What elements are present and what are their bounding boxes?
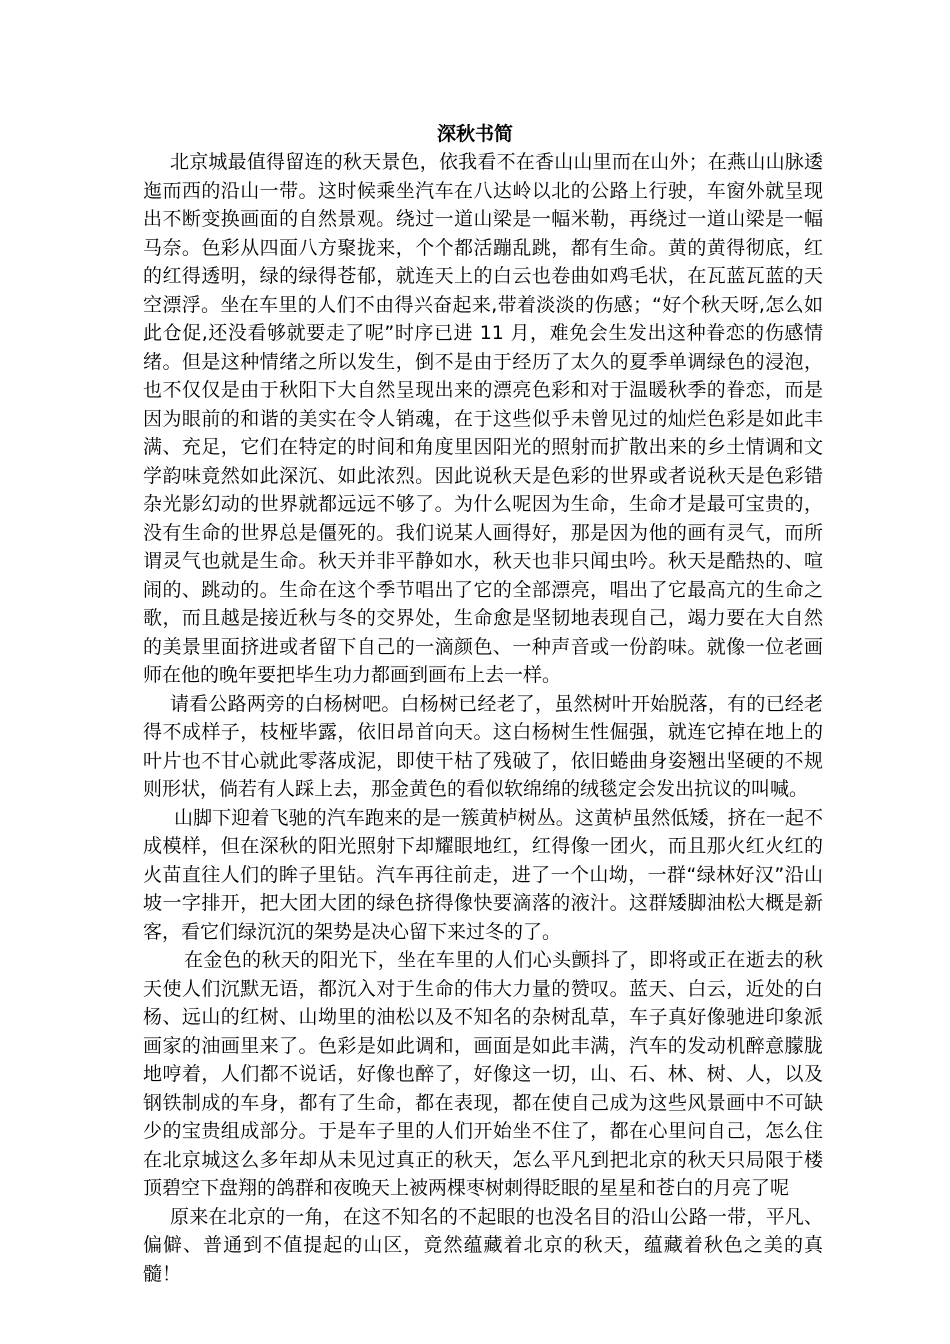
paragraph-5: 原来在北京的一角，在这不知名的不起眼的也没名目的沿山公路一带，平凡、偏僻、普通到不值提起的山区，竟然蕴藏着北京的秋天，蕴藏着秋色之美的真髓！ — [143, 1205, 823, 1285]
paragraph-2: 请看公路两旁的白杨树吧。白杨树已经老了，虽然树叶开始脱落，有的已经老得不成样子，枝桠毕露，依旧昂首向天。这白杨树生性倔强，就连它掉在地上的叶片也不甘心就此零落成泥，即使干枯了残破了，依旧蜷曲身姿翘出坚硬的不规则形状，倘若有人踩上去，那金黄色的看似软绵绵的绒毯定会发出抗议的叫喊。 — [143, 692, 823, 800]
paragraph-1: 北京城最值得留连的秋天景色，依我看不在香山山里而在山外；在燕山山脉逶迤而西的沿山一带。这时候乘坐汽车在八达岭以北的公路上行驶，车窗外就呈现出不断变换画面的自然景观。绕过一道山梁是一幅米勒，再绕过一道山梁是一幅马奈。色彩从四面八方聚拢来，个个都活蹦乱跳，都有生命。黄的黄得彻底，红的红得透明，绿的绿得苍郁，就连天上的白云也卷曲如鸡毛状，在瓦蓝瓦蓝的天空漂浮。坐在车里的人们不由得兴奋起来,带着淡淡的伤感；“好个秋天呀,怎么如此仓促,还没看够就要走了呢”时序已进 11 月，难免会生发出这种眷恋的伤感情绪。但是这种情绪之所以发生，倒不是由于经历了太久的夏季单调绿色的浸泡，也不仅仅是由于秋阳下大自然呈现出来的漂亮色彩和对于温暖秋季的眷恋，而是因为眼前的和谐的美实在令人销魂，在于这些似乎未曾见过的灿烂色彩是如此丰满、充足，它们在特定的时间和角度里因阳光的照射而扩散出来的乡土情调和文学韵味竟然如此深沉、如此浓烈。因此说秋天是色彩的世界或者说秋天是色彩错杂光影幻动的世界就都远远不够了。为什么呢因为生命，生命才是最可宝贵的，没有生命的世界总是僵死的。我们说某人画得好，那是因为他的画有灵气，而所谓灵气也就是生命。秋天并非平静如水，秋天也非只闻虫吟。秋天是酷热的、喧闹的、跳动的。生命在这个季节唱出了它的全部漂亮，唱出了它最高亢的生命之歌，而且越是接近秋与冬的交界处，生命愈是坚韧地表现自己，竭力要在大自然的美景里面挤进或者留下自己的一滴颜色、一种声音或一份韵味。就像一位老画师在他的晚年要把毕生功力都画到画布上去一样。 — [143, 151, 823, 686]
paragraph-4: 在金色的秋天的阳光下，坐在车里的人们心头颤抖了，即将或正在逝去的秋天使人们沉默无语，都沉入对于生命的伟大力量的赞叹。蓝天、白云，近处的白杨、远山的红树、山坳里的油松以及不知名的杂树乱草，车子真好像驰进印象派画家的油画里来了。色彩是如此调和，画面是如此丰满，汽车的发动机醉意朦胧地哼着，人们都不说话，好像也醉了，好像这一切，山、石、林、树、人，以及钢铁制成的车身，都有了生命，都在表现，都在使自己成为这些风景画中不可缺少的宝贵组成部分。于是车子里的人们开始坐不住了，都在心里问自己，怎么住在北京城这么多年却从未见过真正的秋天，怎么平凡到把北京的秋天只局限于楼顶碧空下盘翔的鸽群和夜晚天上被两棵枣树刺得眨眼的星星和苍白的月亮了呢 — [143, 949, 823, 1199]
paragraph-3: 山脚下迎着飞驰的汽车跑来的是一簇黄栌树丛。这黄栌虽然低矮，挤在一起不成模样，但在深秋的阳光照射下却耀眼地红，红得像一团火，而且那火红火红的火苗直往人们的眸子里钻。汽车再往前走，进了一个山坳，一群“绿林好汉”沿山坡一字排开，把大团大团的绿色挤得像快要滴落的液汁。这群矮脚油松大概是新客，看它们绿沉沉的架势是决心留下来过冬的了。 — [143, 806, 823, 943]
document-body — [143, 148, 823, 1288]
document-title: 深秋书简 — [436, 123, 513, 145]
